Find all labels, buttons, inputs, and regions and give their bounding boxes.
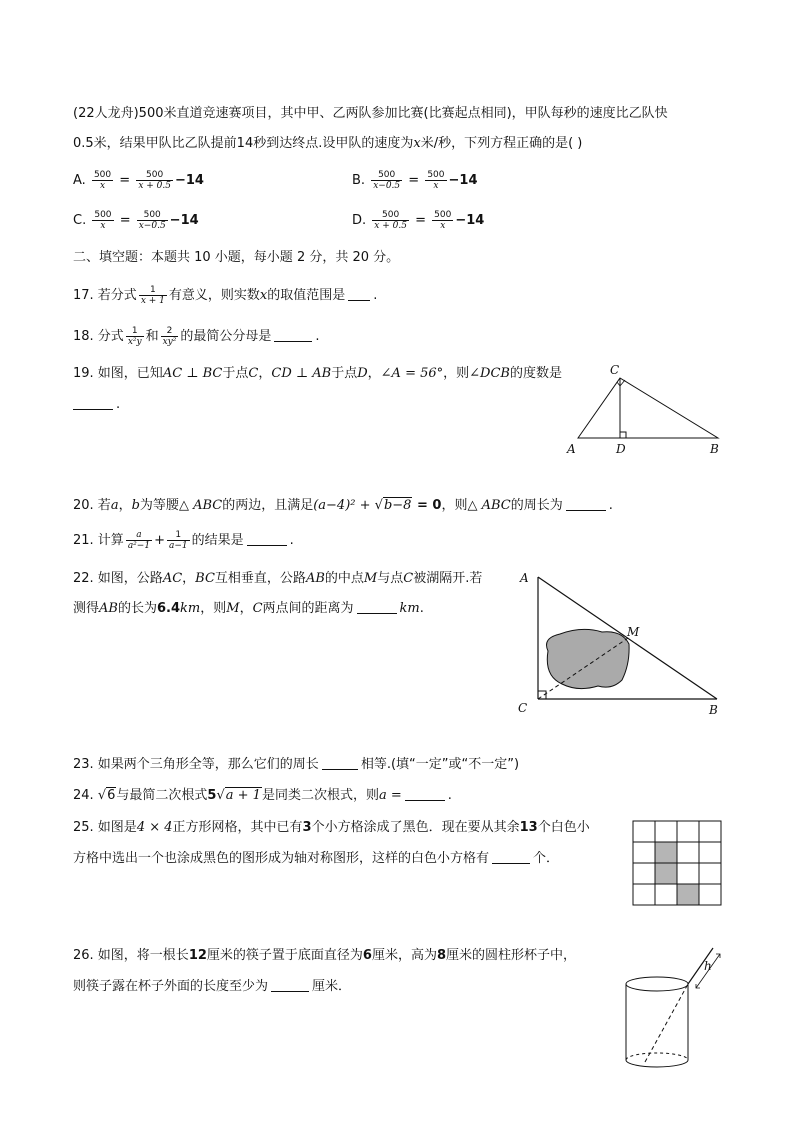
q26-answer-blank	[271, 978, 309, 992]
q16-option-c: C. $\frac{500}{x}$ = $\frac{500}{x-0.5}$ −14	[73, 210, 199, 231]
q24: 24. √6与最简二次根式5√a + 1是同类二次根式，则a = .	[73, 788, 452, 803]
section-2-header: 二、填空题：本题共 10 小题，每小题 2 分，共 20 分。	[73, 250, 400, 265]
q22-line2: 测得AB的长为6.4km，则M，C两点间的距离为 km.	[73, 601, 424, 616]
cup-bottom-front	[626, 1060, 688, 1067]
q18-answer-blank	[274, 328, 312, 342]
q16-option-d: D. $\frac{500}{x + 0.5}$ = $\frac{500}{x}$ −14	[352, 210, 485, 231]
lake-shape	[547, 629, 630, 688]
label-m: M	[627, 625, 640, 639]
grid-cell	[699, 863, 721, 884]
q26-cup-figure	[612, 940, 732, 1075]
q23: 23. 如果两个三角形全等，那么它们的周长 相等.(填“一定”或“不一定”)	[73, 757, 520, 772]
q22-line1: 22. 如图，公路AC，BC互相垂直，公路AB的中点M与点C被湖隔开.若	[73, 571, 483, 586]
grid-cell-shaded	[677, 884, 699, 905]
label-a: A	[520, 571, 529, 585]
grid-cell	[633, 863, 655, 884]
q25-line1: 25. 如图是4 × 4正方形网格，其中已有3个小方格涂成了黑色．现在要从其余13个白色小	[73, 820, 590, 835]
label-b: B	[710, 442, 719, 456]
grid-cell	[633, 884, 655, 905]
q25-line2: 方格中选出一个也涂成黑色的图形成为轴对称图形，这样的白色小方格有 个．	[73, 851, 560, 866]
q18: 18. 分式 $\frac{1}{\text{x²y}}$ 和 $\frac{2}{\text{xy²}}$ 的最简公分母是 .	[73, 326, 320, 347]
q19-answer-blank	[73, 396, 113, 410]
label-c: C	[518, 701, 528, 715]
grid-cell	[699, 884, 721, 905]
q23-answer-blank	[322, 756, 358, 770]
q16-option-a: A. $\frac{500}{x}$ = $\frac{500}{x + 0.5}$ −14	[73, 170, 204, 191]
q21-answer-blank	[247, 532, 287, 546]
label-a: A	[567, 442, 576, 456]
q20-answer-blank	[566, 497, 606, 511]
cup-top-rim	[626, 977, 688, 991]
q17: 17. 若分式 $\frac{1}{x + 1}$ 有意义，则实数x的取值范围是 .	[73, 285, 378, 306]
right-angle-d	[620, 432, 626, 438]
q17-answer-blank	[348, 287, 370, 301]
q22-lake-figure	[512, 566, 727, 720]
grid-cell	[677, 863, 699, 884]
label-c: C	[610, 363, 620, 377]
grid-cell-shaded	[655, 863, 677, 884]
grid-cell	[633, 821, 655, 842]
q21: 21. 计算 $\frac{a}{\text{a²−1}}$ + $\frac{1}{a-1}$ 的结果是 .	[73, 530, 294, 551]
q25-grid-figure	[630, 818, 726, 910]
label-b: B	[709, 703, 718, 717]
cup-bottom-back	[626, 1053, 688, 1060]
q19-triangle-figure	[560, 362, 730, 462]
q20: 20. 若a，b为等腰△ ABC的两边，且满足(a−4)² + √b−8 = 0，则△ ABC的周长为 .	[73, 498, 613, 513]
grid-cell	[633, 842, 655, 863]
grid-cell	[655, 884, 677, 905]
label-h: h	[704, 959, 712, 973]
grid-cell-shaded	[655, 842, 677, 863]
grid-cell	[677, 842, 699, 863]
grid-cell	[699, 842, 721, 863]
q26-line1: 26. 如图，将一根长12厘米的筷子置于底面直径为6厘米，高为8厘米的圆柱形杯子中，	[73, 948, 577, 963]
grid-cell	[655, 821, 677, 842]
chopstick-inside	[645, 984, 688, 1062]
grid-cell	[677, 821, 699, 842]
q16-option-b: B. $\frac{500}{x-0.5}$ = $\frac{500}{x}$ −14	[352, 170, 478, 191]
q16-line1: (22人龙舟)500米直道竞速赛项目，其中甲、乙两队参加比赛(比赛起点相同)，甲队每秒的速度比乙队快	[73, 106, 668, 121]
triangle-abc	[578, 378, 718, 438]
q25-answer-blank	[492, 850, 530, 864]
q22-answer-blank	[357, 600, 397, 614]
q26-line2: 则筷子露在杯子外面的长度至少为 厘米．	[73, 979, 352, 994]
q19-line1: 19. 如图，已知AC ⊥ BC于点C，CD ⊥ AB于点D，∠A = 56°，则∠DCB的度数是	[73, 366, 562, 381]
q24-answer-blank	[405, 787, 445, 801]
q19-line2: .	[73, 395, 120, 415]
q16-line2: 0.5米，结果甲队比乙队提前14秒到达终点.设甲队的速度为x米/秒，下列方程正确的是( )	[73, 136, 583, 151]
grid-cell	[699, 821, 721, 842]
label-d: D	[616, 442, 626, 456]
